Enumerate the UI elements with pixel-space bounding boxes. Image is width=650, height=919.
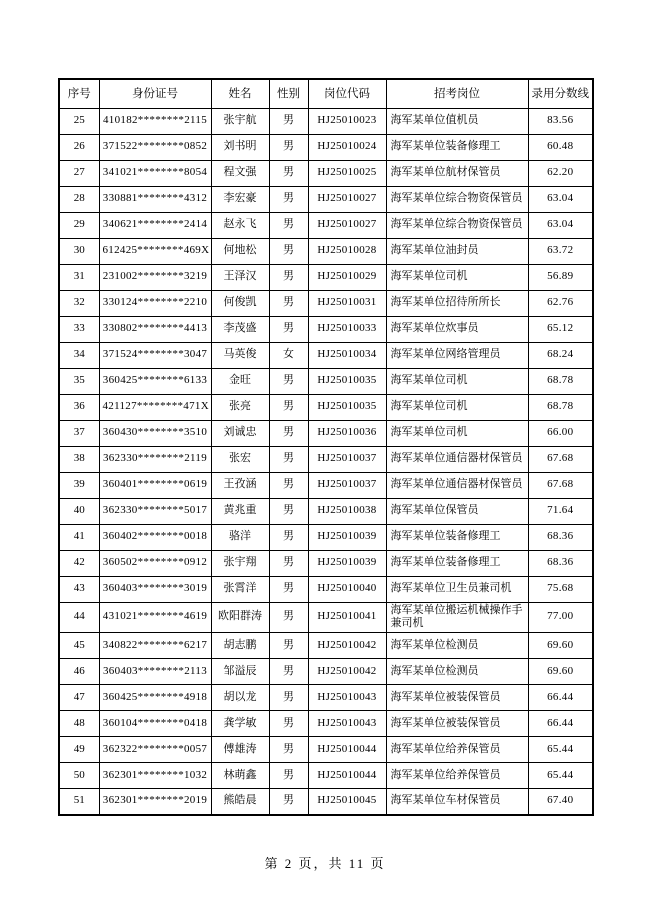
cell-id-number: 360401********0619 — [99, 472, 211, 498]
page-number-footer: 第 2 页，共 11 页 — [264, 856, 386, 871]
table-row — [59, 602, 593, 633]
cell-index: 27 — [59, 160, 99, 186]
cell-name: 林萌鑫 — [211, 763, 269, 789]
cell-position-code: HJ25010045 — [308, 789, 386, 815]
cell-score: 69.60 — [528, 633, 593, 659]
cell-name: 张宇航 — [211, 108, 269, 134]
cell-position: 海军某单位招待所所长 — [386, 290, 528, 316]
cell-gender: 男 — [269, 264, 308, 290]
cell-score: 65.44 — [528, 763, 593, 789]
cell-id-number: 341021********8054 — [99, 160, 211, 186]
recruitment-score-table — [58, 78, 594, 816]
cell-index: 44 — [59, 602, 99, 633]
cell-position: 海军某单位保管员 — [386, 498, 528, 524]
cell-position-code: HJ25010044 — [308, 737, 386, 763]
cell-gender: 男 — [269, 472, 308, 498]
cell-id-number: 360104********0418 — [99, 711, 211, 737]
cell-score: 66.44 — [528, 711, 593, 737]
cell-index: 51 — [59, 789, 99, 815]
cell-index: 33 — [59, 316, 99, 342]
cell-gender: 男 — [269, 108, 308, 134]
cell-index: 46 — [59, 659, 99, 685]
cell-gender: 男 — [269, 789, 308, 815]
cell-position: 海军某单位值机员 — [386, 108, 528, 134]
cell-name: 李茂盛 — [211, 316, 269, 342]
cell-id-number: 231002********3219 — [99, 264, 211, 290]
cell-position-code: HJ25010042 — [308, 659, 386, 685]
cell-position-code: HJ25010034 — [308, 342, 386, 368]
table-row — [59, 108, 593, 134]
cell-position-code: HJ25010036 — [308, 420, 386, 446]
cell-score: 67.68 — [528, 446, 593, 472]
cell-score: 66.44 — [528, 685, 593, 711]
table-row — [59, 711, 593, 737]
cell-gender: 男 — [269, 134, 308, 160]
cell-gender: 男 — [269, 212, 308, 238]
cell-name: 张亮 — [211, 394, 269, 420]
cell-gender: 男 — [269, 737, 308, 763]
cell-id-number: 410182********2115 — [99, 108, 211, 134]
cell-id-number: 362301********1032 — [99, 763, 211, 789]
cell-position: 海军某单位航材保管员 — [386, 160, 528, 186]
cell-score: 62.20 — [528, 160, 593, 186]
cell-position: 海军某单位网络管理员 — [386, 342, 528, 368]
cell-position-code: HJ25010035 — [308, 368, 386, 394]
cell-gender: 男 — [269, 576, 308, 602]
cell-index: 32 — [59, 290, 99, 316]
cell-name: 王孜涵 — [211, 472, 269, 498]
cell-index: 41 — [59, 524, 99, 550]
cell-id-number: 360403********3019 — [99, 576, 211, 602]
cell-score: 65.44 — [528, 737, 593, 763]
cell-score: 67.68 — [528, 472, 593, 498]
cell-index: 50 — [59, 763, 99, 789]
header-position-code: 岗位代码 — [308, 79, 386, 108]
cell-index: 43 — [59, 576, 99, 602]
cell-index: 42 — [59, 550, 99, 576]
cell-name: 赵永飞 — [211, 212, 269, 238]
cell-position-code: HJ25010044 — [308, 763, 386, 789]
cell-id-number: 360502********0912 — [99, 550, 211, 576]
cell-name: 何地松 — [211, 238, 269, 264]
cell-id-number: 362330********5017 — [99, 498, 211, 524]
cell-id-number: 360430********3510 — [99, 420, 211, 446]
cell-gender: 男 — [269, 498, 308, 524]
cell-id-number: 362330********2119 — [99, 446, 211, 472]
cell-id-number: 362322********0057 — [99, 737, 211, 763]
cell-position: 海军某单位综合物资保管员 — [386, 186, 528, 212]
cell-position-code: HJ25010027 — [308, 212, 386, 238]
cell-id-number: 340621********2414 — [99, 212, 211, 238]
cell-name: 邹溢辰 — [211, 659, 269, 685]
cell-score: 68.36 — [528, 524, 593, 550]
cell-index: 45 — [59, 633, 99, 659]
table-row — [59, 134, 593, 160]
cell-position: 海军某单位卫生员兼司机 — [386, 576, 528, 602]
cell-position: 海军某单位油封员 — [386, 238, 528, 264]
cell-name: 刘书明 — [211, 134, 269, 160]
cell-name: 傅雄涛 — [211, 737, 269, 763]
cell-position-code: HJ25010023 — [308, 108, 386, 134]
cell-score: 63.04 — [528, 186, 593, 212]
header-id-number: 身份证号 — [99, 79, 211, 108]
cell-position-code: HJ25010043 — [308, 685, 386, 711]
cell-id-number: 612425********469X — [99, 238, 211, 264]
cell-name: 欧阳群涛 — [211, 602, 269, 633]
cell-score: 83.56 — [528, 108, 593, 134]
cell-score: 68.36 — [528, 550, 593, 576]
cell-position-code: HJ25010042 — [308, 633, 386, 659]
table-row — [59, 368, 593, 394]
cell-position-code: HJ25010031 — [308, 290, 386, 316]
cell-id-number: 330124********2210 — [99, 290, 211, 316]
cell-gender: 男 — [269, 602, 308, 633]
cell-score: 77.00 — [528, 602, 593, 633]
cell-index: 40 — [59, 498, 99, 524]
cell-name: 胡以龙 — [211, 685, 269, 711]
cell-name: 金旺 — [211, 368, 269, 394]
cell-position: 海军某单位给养保管员 — [386, 763, 528, 789]
cell-index: 25 — [59, 108, 99, 134]
cell-position-code: HJ25010037 — [308, 446, 386, 472]
table-row — [59, 498, 593, 524]
cell-position: 海军某单位搬运机械操作手兼司机 — [386, 602, 528, 633]
table-row — [59, 789, 593, 815]
table-row — [59, 685, 593, 711]
cell-score: 63.04 — [528, 212, 593, 238]
header-name: 姓名 — [211, 79, 269, 108]
cell-score: 67.40 — [528, 789, 593, 815]
cell-gender: 男 — [269, 238, 308, 264]
table-row — [59, 524, 593, 550]
cell-score: 68.24 — [528, 342, 593, 368]
cell-index: 28 — [59, 186, 99, 212]
cell-id-number: 340822********6217 — [99, 633, 211, 659]
cell-score: 63.72 — [528, 238, 593, 264]
cell-position: 海军某单位司机 — [386, 368, 528, 394]
cell-score: 62.76 — [528, 290, 593, 316]
cell-name: 张宇翔 — [211, 550, 269, 576]
cell-id-number: 371522********0852 — [99, 134, 211, 160]
table-row — [59, 316, 593, 342]
table-row — [59, 264, 593, 290]
cell-position-code: HJ25010040 — [308, 576, 386, 602]
cell-id-number: 431021********4619 — [99, 602, 211, 633]
cell-position: 海军某单位装备修理工 — [386, 524, 528, 550]
cell-id-number: 330881********4312 — [99, 186, 211, 212]
cell-index: 26 — [59, 134, 99, 160]
table-row — [59, 394, 593, 420]
cell-name: 李宏豪 — [211, 186, 269, 212]
cell-score: 60.48 — [528, 134, 593, 160]
cell-gender: 男 — [269, 659, 308, 685]
cell-gender: 男 — [269, 763, 308, 789]
cell-gender: 男 — [269, 711, 308, 737]
cell-position: 海军某单位通信器材保管员 — [386, 472, 528, 498]
cell-position-code: HJ25010039 — [308, 550, 386, 576]
cell-score: 75.68 — [528, 576, 593, 602]
cell-score: 69.60 — [528, 659, 593, 685]
header-score: 录用分数线 — [528, 79, 593, 108]
header-gender: 性别 — [269, 79, 308, 108]
cell-position: 海军某单位司机 — [386, 264, 528, 290]
cell-position: 海军某单位司机 — [386, 394, 528, 420]
cell-position: 海军某单位车材保管员 — [386, 789, 528, 815]
cell-gender: 男 — [269, 186, 308, 212]
table-row — [59, 212, 593, 238]
cell-gender: 男 — [269, 394, 308, 420]
cell-position: 海军某单位装备修理工 — [386, 550, 528, 576]
cell-index: 47 — [59, 685, 99, 711]
cell-position: 海军某单位检测员 — [386, 659, 528, 685]
cell-score: 65.12 — [528, 316, 593, 342]
cell-position-code: HJ25010028 — [308, 238, 386, 264]
cell-score: 66.00 — [528, 420, 593, 446]
cell-position-code: HJ25010024 — [308, 134, 386, 160]
cell-index: 39 — [59, 472, 99, 498]
cell-id-number: 330802********4413 — [99, 316, 211, 342]
cell-position-code: HJ25010038 — [308, 498, 386, 524]
table-row — [59, 633, 593, 659]
table-row — [59, 763, 593, 789]
cell-position-code: HJ25010025 — [308, 160, 386, 186]
table-row — [59, 238, 593, 264]
cell-index: 48 — [59, 711, 99, 737]
cell-gender: 男 — [269, 446, 308, 472]
cell-position: 海军某单位司机 — [386, 420, 528, 446]
cell-position: 海军某单位被装保管员 — [386, 711, 528, 737]
cell-gender: 男 — [269, 160, 308, 186]
cell-position: 海军某单位给养保管员 — [386, 737, 528, 763]
cell-position: 海军某单位被装保管员 — [386, 685, 528, 711]
cell-name: 熊皓晨 — [211, 789, 269, 815]
cell-score: 68.78 — [528, 394, 593, 420]
cell-id-number: 371524********3047 — [99, 342, 211, 368]
cell-name: 马英俊 — [211, 342, 269, 368]
table-row — [59, 737, 593, 763]
cell-index: 31 — [59, 264, 99, 290]
cell-position-code: HJ25010043 — [308, 711, 386, 737]
cell-position: 海军某单位装备修理工 — [386, 134, 528, 160]
cell-gender: 男 — [269, 316, 308, 342]
table-header-row — [59, 79, 593, 108]
table-body — [59, 108, 593, 815]
table-row — [59, 550, 593, 576]
cell-index: 36 — [59, 394, 99, 420]
cell-name: 王泽汉 — [211, 264, 269, 290]
cell-id-number: 360425********4918 — [99, 685, 211, 711]
cell-position: 海军某单位检测员 — [386, 633, 528, 659]
cell-position: 海军某单位通信器材保管员 — [386, 446, 528, 472]
table-row — [59, 576, 593, 602]
cell-position-code: HJ25010041 — [308, 602, 386, 633]
cell-position-code: HJ25010029 — [308, 264, 386, 290]
cell-gender: 男 — [269, 550, 308, 576]
cell-gender: 男 — [269, 685, 308, 711]
cell-gender: 男 — [269, 633, 308, 659]
table-row — [59, 290, 593, 316]
table-row — [59, 472, 593, 498]
cell-id-number: 421127********471X — [99, 394, 211, 420]
cell-position-code: HJ25010027 — [308, 186, 386, 212]
header-position: 招考岗位 — [386, 79, 528, 108]
cell-position-code: HJ25010039 — [308, 524, 386, 550]
table-row — [59, 420, 593, 446]
cell-gender: 女 — [269, 342, 308, 368]
cell-name: 黄兆重 — [211, 498, 269, 524]
cell-score: 71.64 — [528, 498, 593, 524]
cell-name: 程文强 — [211, 160, 269, 186]
cell-name: 张霄洋 — [211, 576, 269, 602]
cell-position-code: HJ25010035 — [308, 394, 386, 420]
cell-id-number: 360402********0018 — [99, 524, 211, 550]
cell-gender: 男 — [269, 368, 308, 394]
cell-index: 34 — [59, 342, 99, 368]
table-row — [59, 659, 593, 685]
cell-name: 刘诚忠 — [211, 420, 269, 446]
cell-name: 龚学敏 — [211, 711, 269, 737]
cell-id-number: 360403********2113 — [99, 659, 211, 685]
cell-name: 张宏 — [211, 446, 269, 472]
cell-score: 68.78 — [528, 368, 593, 394]
cell-position: 海军某单位综合物资保管员 — [386, 212, 528, 238]
table-row — [59, 342, 593, 368]
cell-position-code: HJ25010037 — [308, 472, 386, 498]
cell-id-number: 360425********6133 — [99, 368, 211, 394]
cell-position-code: HJ25010033 — [308, 316, 386, 342]
cell-score: 56.89 — [528, 264, 593, 290]
cell-index: 29 — [59, 212, 99, 238]
cell-index: 49 — [59, 737, 99, 763]
cell-index: 37 — [59, 420, 99, 446]
table-row — [59, 446, 593, 472]
cell-index: 38 — [59, 446, 99, 472]
cell-index: 30 — [59, 238, 99, 264]
table-row — [59, 186, 593, 212]
cell-name: 胡志鹏 — [211, 633, 269, 659]
cell-name: 何俊凯 — [211, 290, 269, 316]
cell-gender: 男 — [269, 420, 308, 446]
cell-index: 35 — [59, 368, 99, 394]
table-row — [59, 160, 593, 186]
cell-position: 海军某单位炊事员 — [386, 316, 528, 342]
header-index: 序号 — [59, 79, 99, 108]
cell-gender: 男 — [269, 290, 308, 316]
cell-id-number: 362301********2019 — [99, 789, 211, 815]
cell-gender: 男 — [269, 524, 308, 550]
cell-name: 骆洋 — [211, 524, 269, 550]
